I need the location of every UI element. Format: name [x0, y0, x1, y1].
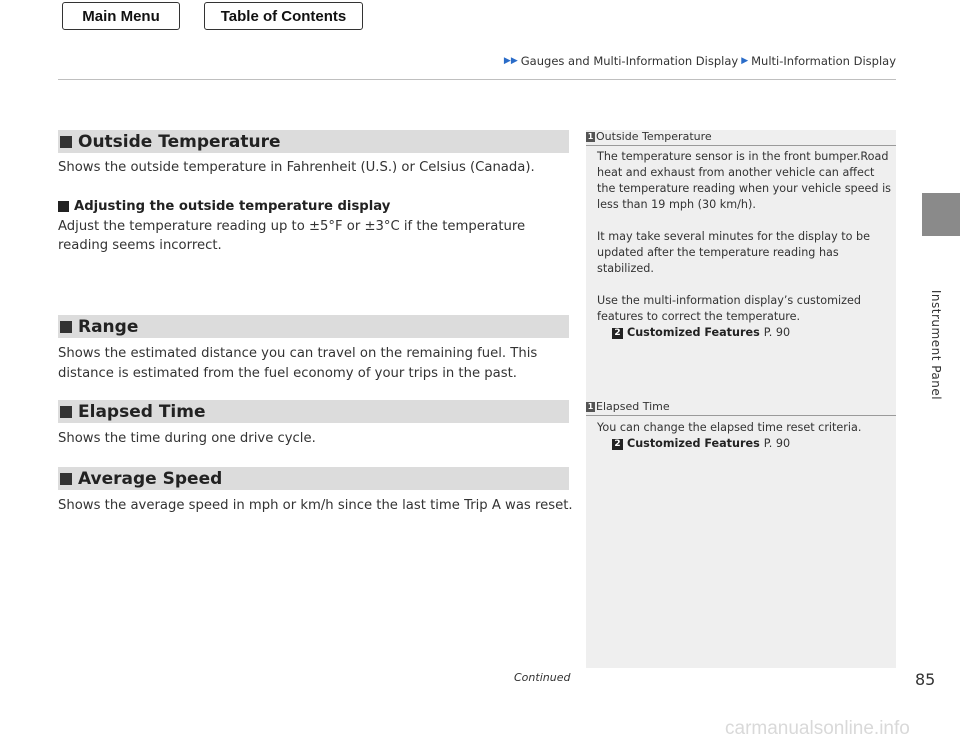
- xref-page: P. 90: [763, 326, 791, 339]
- section-title: Range: [78, 316, 139, 337]
- xref-title: Customized Features: [627, 326, 760, 339]
- section-title: Outside Temperature: [78, 131, 281, 152]
- note-paragraph: You can change the elapsed time reset criteria.: [597, 421, 862, 434]
- subheading-adjust-temperature: [58, 197, 573, 217]
- reference-arrow-icon: 2: [612, 328, 623, 339]
- section-square-icon: [60, 473, 72, 485]
- section-square-icon: [60, 321, 72, 333]
- cross-reference-link[interactable]: [597, 436, 891, 452]
- section-header-outside-temperature: [58, 130, 569, 153]
- xref-title: Customized Features: [627, 437, 760, 450]
- paragraph: Adjust the temperature reading up to ±5°F or ±3°C if the temperature reading seems incorrect.: [58, 218, 526, 253]
- section-square-icon: [60, 406, 72, 418]
- chapter-tab: [922, 193, 960, 236]
- breadcrumb-arrow-icon: ▶▶: [503, 56, 518, 66]
- continued-label: Continued: [514, 671, 571, 684]
- note-icon: 1: [587, 402, 594, 411]
- breadcrumb: [504, 54, 896, 68]
- page-number: 85: [915, 670, 936, 689]
- subheading-label: Adjusting the outside temperature display: [74, 199, 391, 214]
- average-speed-text: Shows the average speed in mph or km/h since the last time Trip A was reset.: [58, 498, 573, 513]
- range-text: Shows the estimated distance you can travel on the remaining fuel. This distance is estimated from the fuel economy of your trips in the past.: [58, 346, 538, 381]
- section-square-icon: [60, 136, 72, 148]
- note-paragraph: The temperature sensor is in the front bumper.Road heat and exhaust from another vehicle can affect the temperature reading when your vehicle speed is less than 19 mph (30 km/h).: [597, 150, 892, 211]
- section-title: Average Speed: [78, 468, 223, 489]
- chapter-label: Instrument Panel: [929, 289, 943, 401]
- note-outside-temperature: [597, 149, 891, 341]
- reference-arrow-icon: 2: [612, 439, 623, 450]
- header-divider: [58, 79, 896, 80]
- paragraph: Shows the outside temperature in Fahrenheit (U.S.) or Celsius (Canada).: [58, 160, 535, 175]
- table-of-contents-button[interactable]: Table of Contents: [204, 2, 363, 30]
- breadcrumb-link-gauges[interactable]: Gauges and Multi-Information Display: [520, 54, 739, 68]
- note-paragraph: Use the multi-information display’s customized features to correct the temperature.: [597, 294, 861, 323]
- note-elapsed-time: [597, 420, 891, 452]
- elapsed-time-text: Shows the time during one drive cycle.: [58, 431, 316, 446]
- note-title: Elapsed Time: [596, 400, 670, 413]
- note-header-outside-temperature: [586, 130, 896, 146]
- section-header-average-speed: [58, 467, 569, 490]
- section-header-elapsed-time: [58, 400, 569, 423]
- subheading-square-icon: [58, 201, 69, 212]
- note-paragraph: It may take several minutes for the display to be updated after the temperature reading has stabilized.: [597, 230, 871, 275]
- note-icon: 1: [587, 132, 594, 141]
- cross-reference-link[interactable]: [597, 325, 891, 341]
- note-header-elapsed-time: [586, 400, 896, 416]
- outside-temperature-text: [58, 158, 573, 256]
- section-header-range: [58, 315, 569, 338]
- section-title: Elapsed Time: [78, 401, 206, 422]
- breadcrumb-arrow-icon: ▶: [741, 56, 749, 66]
- watermark: carmanualsonline.info: [725, 718, 910, 739]
- note-title: Outside Temperature: [596, 130, 712, 143]
- breadcrumb-current: Multi-Information Display: [751, 54, 896, 68]
- xref-page: P. 90: [763, 437, 791, 450]
- main-menu-button[interactable]: Main Menu: [62, 2, 180, 30]
